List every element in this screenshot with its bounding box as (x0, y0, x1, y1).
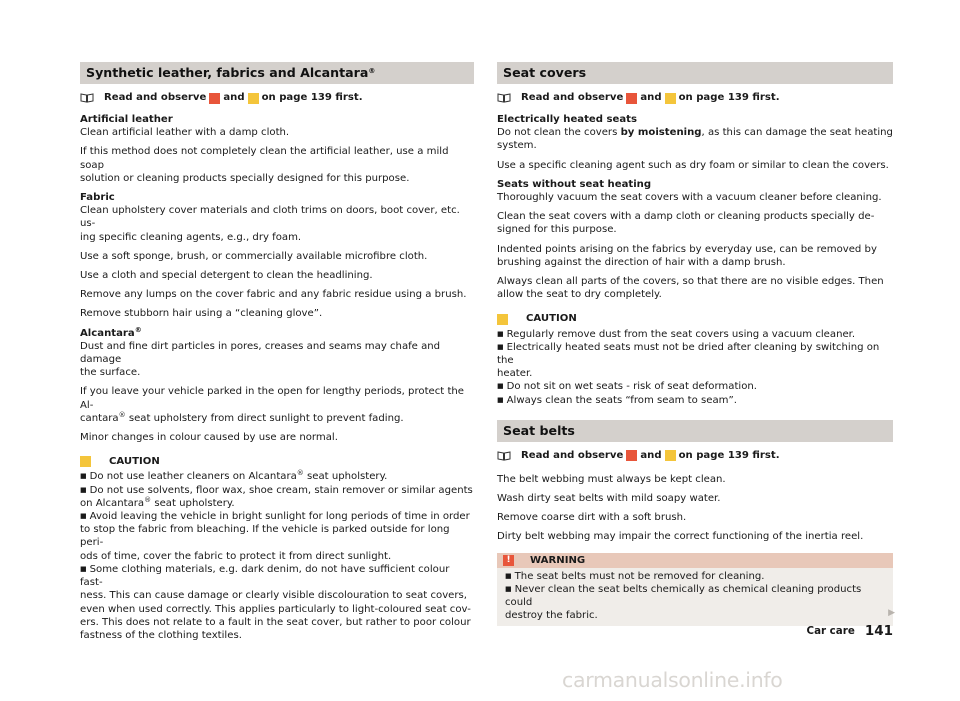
warning-heading: ! WARNING (497, 553, 893, 568)
section-heading-seat-covers: Seat covers (497, 62, 893, 84)
continue-arrow-icon: ▶ (888, 608, 895, 619)
caution-heading: CAUTION (80, 455, 474, 468)
paragraph: Always clean all parts of the covers, so that there are no visible edges. Then allow the seat to dry completely. (497, 276, 884, 301)
paragraph: Clean the seat covers with a damp cloth or cleaning products specially de- signed for this purpose. (497, 211, 875, 236)
caution-symbol-icon (665, 93, 676, 104)
book-icon (80, 93, 94, 103)
caution-symbol-icon (665, 450, 676, 461)
paragraph: Indented points arising on the fabrics by everyday use, can be removed by brushing against the direction of hair with a damp brush. (497, 243, 877, 268)
paragraph: If you leave your vehicle parked in the open for lengthy periods, protect the Al- cantara® seat upholstery from direct sunlight to prevent fading. (80, 386, 465, 424)
book-icon (497, 93, 511, 103)
paragraph-heated-seats: Electrically heated seats Do not clean the covers by moistening, as this can damage the seat heating system. (497, 114, 893, 152)
warning-symbol-icon (209, 93, 220, 104)
reference-line: Read and observe and on page 139 first. (497, 449, 893, 463)
chapter-label: Car care (806, 625, 855, 637)
paragraph-no-heating: Seats without seat heating Thoroughly vacuum the seat covers with a vacuum cleaner before cleaning. (497, 178, 882, 204)
paragraph: Remove any lumps on the cover fabric and any fabric residue using a brush. (80, 289, 467, 301)
exclamation-icon: ! (503, 555, 514, 566)
paragraph: Remove stubborn hair using a “cleaning glove”. (80, 308, 323, 320)
paragraph: Use a soft sponge, brush, or commercially available microfibre cloth. (80, 250, 428, 262)
paragraph-fabric: Fabric Clean upholstery cover materials and cloth trims on doors, boot cover, etc. us- ing specific cleaning agents, e.g., dry foam. (80, 192, 460, 243)
paragraph-alcantara: Alcantara® Dust and fine dirt particles in pores, creases and seams may chafe and damage the surface. (80, 325, 441, 379)
paragraph: Use a specific cleaning agent such as dry foam or similar to clean the covers. (497, 159, 889, 171)
section-heading-seat-belts: Seat belts (497, 420, 893, 442)
paragraph: Minor changes in colour caused by use are normal. (80, 432, 338, 444)
paragraph-artificial-leather: Artificial leather Clean artificial leather with a damp cloth. (80, 114, 290, 139)
page-footer (776, 623, 893, 639)
caution-heading: CAUTION (497, 312, 893, 325)
book-icon (497, 451, 511, 461)
page-number: 141 (864, 623, 893, 639)
warning-symbol-icon (626, 93, 637, 104)
paragraph: The belt webbing must always be kept clean. (497, 473, 726, 485)
caution-icon (497, 314, 508, 325)
paragraph: Remove coarse dirt with a soft brush. (497, 512, 687, 524)
caution-icon (80, 456, 91, 467)
warning-symbol-icon (626, 450, 637, 461)
warning-list: ■ The seat belts must not be removed for cleaning. ■ Never clean the seat belts chemically as chemical cleaning products could destroy the fabric. ▶ (497, 568, 893, 623)
section-heading-synthetic-leather: Synthetic leather, fabrics and Alcantara® (80, 62, 474, 84)
caution-list: ■ Do not use leather cleaners on Alcantara® seat upholstery. ■ Do not use solvents, floor wax, shoe cream, stain remover or similar agents on Alcantara® seat upholstery. ■ Avoid leaving the vehicle in bright sunlight for long periods of time in order to stop the fabric from bleaching. If the vehicle is parked outside for long peri- ods of time, cover the fabric to protect it from direct sunlight. ■ Some clothing materials, e.g. dark denim, do not have sufficient colour fast- ness. This can cause damage or clearly visible discolouration to seat covers, even when used correctly. This applies particularly to light-coloured seat cov- ers. This does not relate to a fault in the seat cover, but rather to poor colour fastness of the clothing textiles. (80, 470, 474, 642)
reference-line: Read and observe and on page 139 first. (497, 91, 893, 105)
caution-symbol-icon (248, 93, 259, 104)
right-column (497, 62, 893, 626)
caution-list: ■ Regularly remove dust from the seat covers using a vacuum cleaner. ■ Electrically heated seats must not be dried after cleaning by switching on the heater. ■ Do not sit on wet seats - risk of seat deformation. ■ Always clean the seats “from seam to seam”. (497, 328, 893, 407)
paragraph: Dirty belt webbing may impair the correct functioning of the inertia reel. (497, 531, 864, 543)
paragraph: If this method does not completely clean the artificial leather, use a mild soap solution or cleaning products specially designed for this purpose. (80, 146, 449, 184)
reference-line: Read and observe and on page 139 first. (80, 91, 474, 105)
paragraph: Use a cloth and special detergent to clean the headlining. (80, 270, 373, 282)
left-column (80, 62, 474, 642)
paragraph: Wash dirty seat belts with mild soapy water. (497, 493, 721, 505)
warning-box (497, 553, 893, 627)
watermark: carmanualsonline.info (562, 668, 783, 692)
